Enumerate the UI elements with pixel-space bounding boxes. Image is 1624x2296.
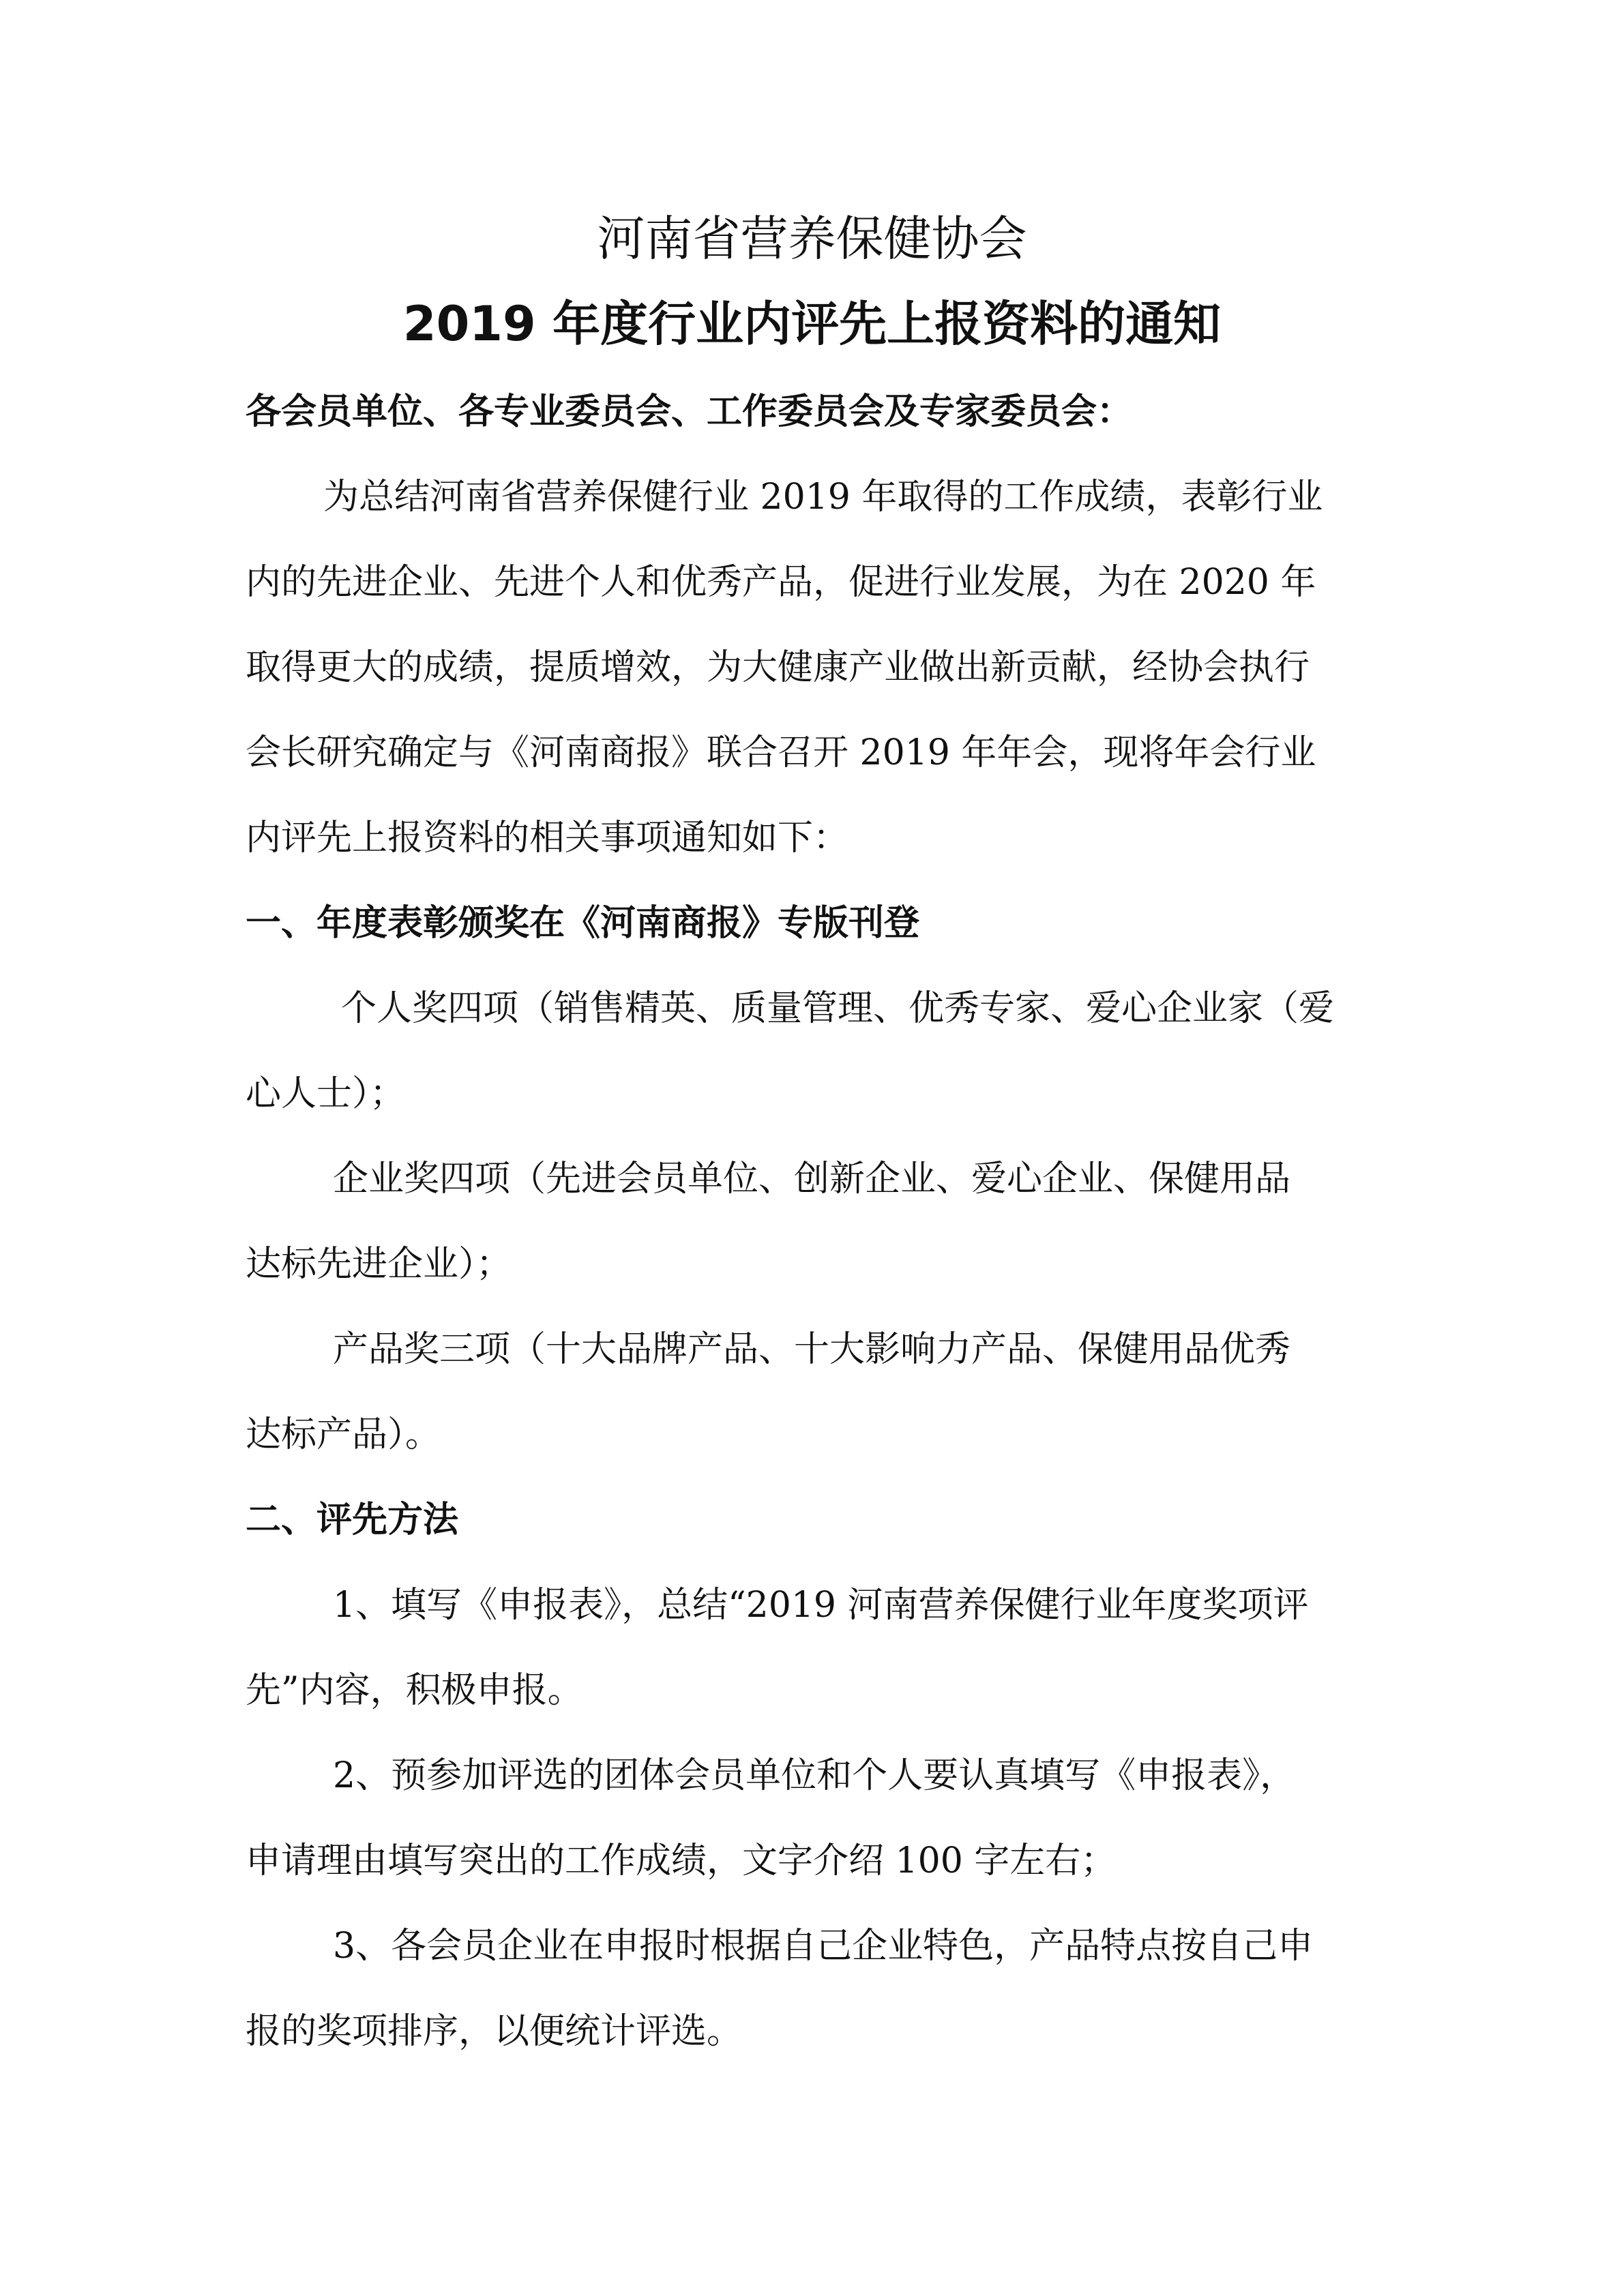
- method-item2-line-2: 申请理由填写突出的工作成绩，文字介绍 100 字左右；: [246, 1840, 1117, 1881]
- individual-award-line-2: 心人士）；: [246, 1073, 406, 1114]
- product-award-line-2: 达标产品）。: [246, 1414, 441, 1455]
- method-item1-line-1: 1、填写《申报表》，总结“2019 河南营养保健行业年度奖项评: [333, 1585, 1309, 1626]
- intro-line-1: 为总结河南省营养保健行业 2019 年取得的工作成绩，表彰行业: [323, 477, 1323, 518]
- product-award-line-1: 产品奖三项（十大品牌产品、十大影响力产品、保健用品优秀: [333, 1329, 1291, 1370]
- enterprise-award-line-1: 企业奖四项（先进会员单位、创新企业、爱心企业、保健用品: [333, 1159, 1291, 1199]
- salutation: 各会员单位、各专业委员会、工作委员会及专家委员会：: [246, 391, 1133, 432]
- intro-line-4: 会长研究确定与《河南商报》联合召开 2019 年年会，现将年会行业: [246, 732, 1316, 773]
- method-item2-line-1: 2、预参加评选的团体会员单位和个人要认真填写《申报表》，: [333, 1755, 1296, 1796]
- method-item1-line-2: 先”内容，积极申报。: [246, 1670, 583, 1711]
- method-item3-line-2: 报的奖项排序，以便统计评选。: [246, 2011, 743, 2052]
- enterprise-award-line-2: 达标先进企业）；: [246, 1244, 512, 1285]
- individual-award-line-1: 个人奖四项（销售精英、质量管理、优秀专家、爱心企业家（爱: [341, 988, 1335, 1029]
- intro-line-5: 内评先上报资料的相关事项通知如下：: [246, 818, 849, 859]
- document-title-line1: 河南省营养保健协会: [597, 211, 1027, 267]
- method-item3-line-1: 3、各会员企业在申报时根据自己企业特色，产品特点按自己申: [333, 1926, 1314, 1967]
- section2-heading: 二、评先方法: [246, 1500, 459, 1540]
- document-title-line2: 2019 年度行业内评先上报资料的通知: [402, 296, 1222, 352]
- intro-line-3: 取得更大的成绩，提质增效，为大健康产业做出新贡献，经协会执行: [246, 647, 1310, 688]
- section1-heading: 一、年度表彰颁奖在《河南商报》专版刊登: [246, 903, 920, 944]
- intro-line-2: 内的先进企业、先进个人和优秀产品，促进行业发展，为在 2020 年: [246, 562, 1316, 603]
